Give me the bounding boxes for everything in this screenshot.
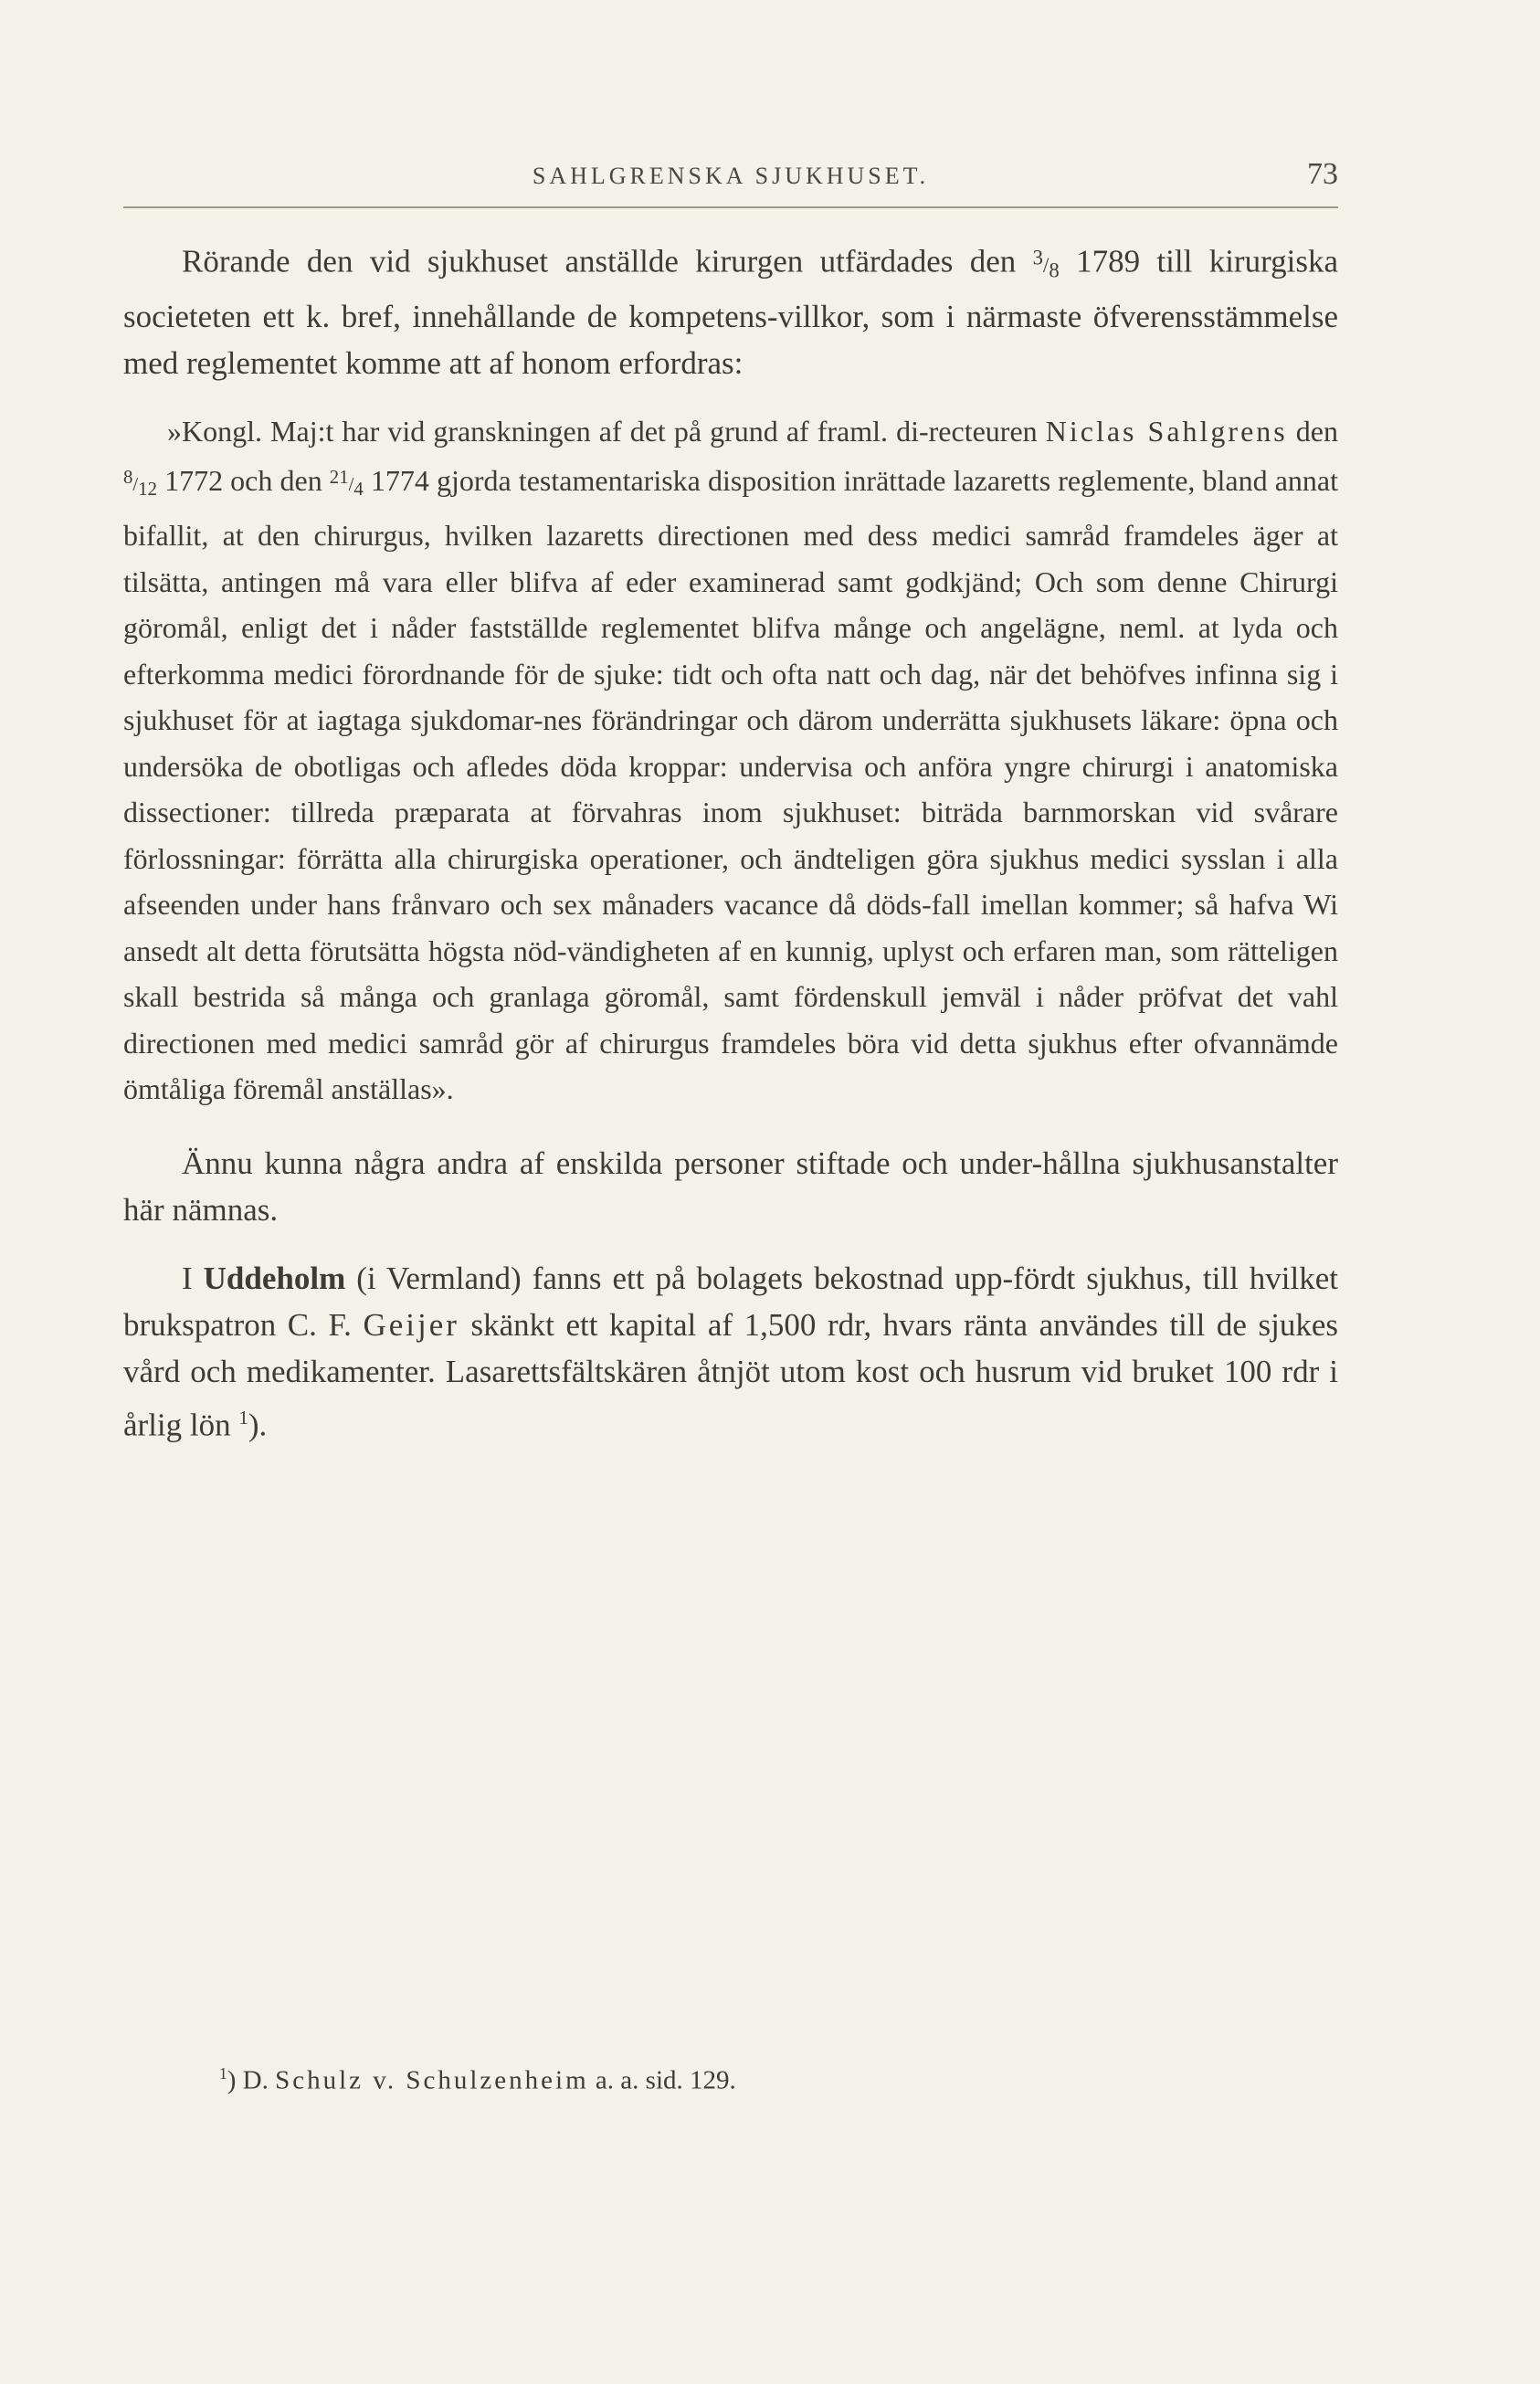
place-name: Uddeholm (203, 1260, 346, 1296)
page-content (123, 146, 1338, 1470)
fraction-date: 21/4 (329, 466, 364, 500)
running-title: SAHLGRENSKA SJUKHUSET. (532, 163, 930, 189)
author-name: Schulz v. Schulzenheim (275, 2065, 589, 2095)
paragraph-other-hospitals: Ännu kunna några andra af enskilda personer stiftade och under-hållna sjukhusanstalter här nämnas. (123, 1145, 1338, 1228)
header-rule (123, 206, 1338, 208)
para1-text-1: Rörande den vid sjukhuset anställde kirurgen utfärdades den (182, 243, 1033, 280)
person-name: Geijer (363, 1306, 459, 1343)
fraction-date: 3/8 (1032, 246, 1060, 282)
para1-text-2: 1789 till kirurgiska societeten ett k. bref, innehållande de kompetens-villkor, som i närmaste öfverensstämmelse med reglementet komme att af honom erfordras: (123, 243, 1338, 382)
fraction-date: 8/12 (123, 466, 157, 500)
footnote-marker: 1 (219, 2064, 227, 2083)
page-number: 73 (1307, 157, 1338, 191)
paragraph-kirurg-intro (123, 234, 1338, 386)
footnote: $^1$) D. Schulz v. Schulzenheim a. a. sid. 129. (219, 2064, 736, 2095)
royal-letter-quote: »Kongl. Maj:t har vid granskningen af det på grund af framl. di-recteuren Niclas Sahlgrens den 8/12 1772 och den 21/4 1774 gjorda testamentariska disposition inrättade lazaretts reglemente, bland annat bifallit, at den chirurgus, hvilken lazaretts directionen med dess medici samråd framdeles äger at tilsätta, antingen må vara eller blifva af eder examinerad samt godkjänd; Och som denne Chirurgi göromål, enligt det i nåder fastställde reglementet blifva månge och angelägne, neml. at lyda och efterkomma medici förordnande för de sjuke: tidt och ofta natt och dag, när det behöfves infinna sig i sjukhuset för at iagtaga sjukdomar-nes förändringar och därom underrätta sjukhusets läkare: öpna och undersöka de obotligas och afledes döda kroppar: undervisa och anföra yngre chirurgi i anatomiska dissectioner: tillreda præparata at förvahras inom sjukhuset: biträda barnmorskan vid svårare förlossningar: förrätta alla chirurgiska operationer, och ändteligen göra sjukhus medici sysslan i alla afseenden under hans frånvaro och sex månaders vacance då döds-fall imellan kommer; så hafva Wi ansedt alt detta förutsätta högsta nöd-vändigheten af en kunnig, uplyst och erfaren man, som rätteligen skall bestrida så många och granlaga göromål, samt fördenskull jemväl i nåder pröfvat det vahl directionen med medici samråd gör af chirurgus framdeles böra vid detta sjukhus efter ofvannämde ömtåliga föremål anställas». (123, 415, 1339, 1106)
person-name: Niclas Sahlgrens (1045, 415, 1288, 448)
page-header (123, 146, 1338, 201)
footnote-reference: 1 (238, 1406, 248, 1429)
paragraph-uddeholm: I Uddeholm (i Vermland) fanns ett på bolagets bekostnad upp-fördt sjukhus, till hvilket brukspatron C. F. Geijer skänkt ett kapital af 1,500 rdr, hvars ränta användes till de sjukes vård och medikamenter. Lasarettsfältskären åtnjöt utom kost och husrum vid bruket 100 rdr i årlig lön $^1$). (123, 1260, 1338, 1443)
footnote-area (219, 2055, 1315, 2099)
